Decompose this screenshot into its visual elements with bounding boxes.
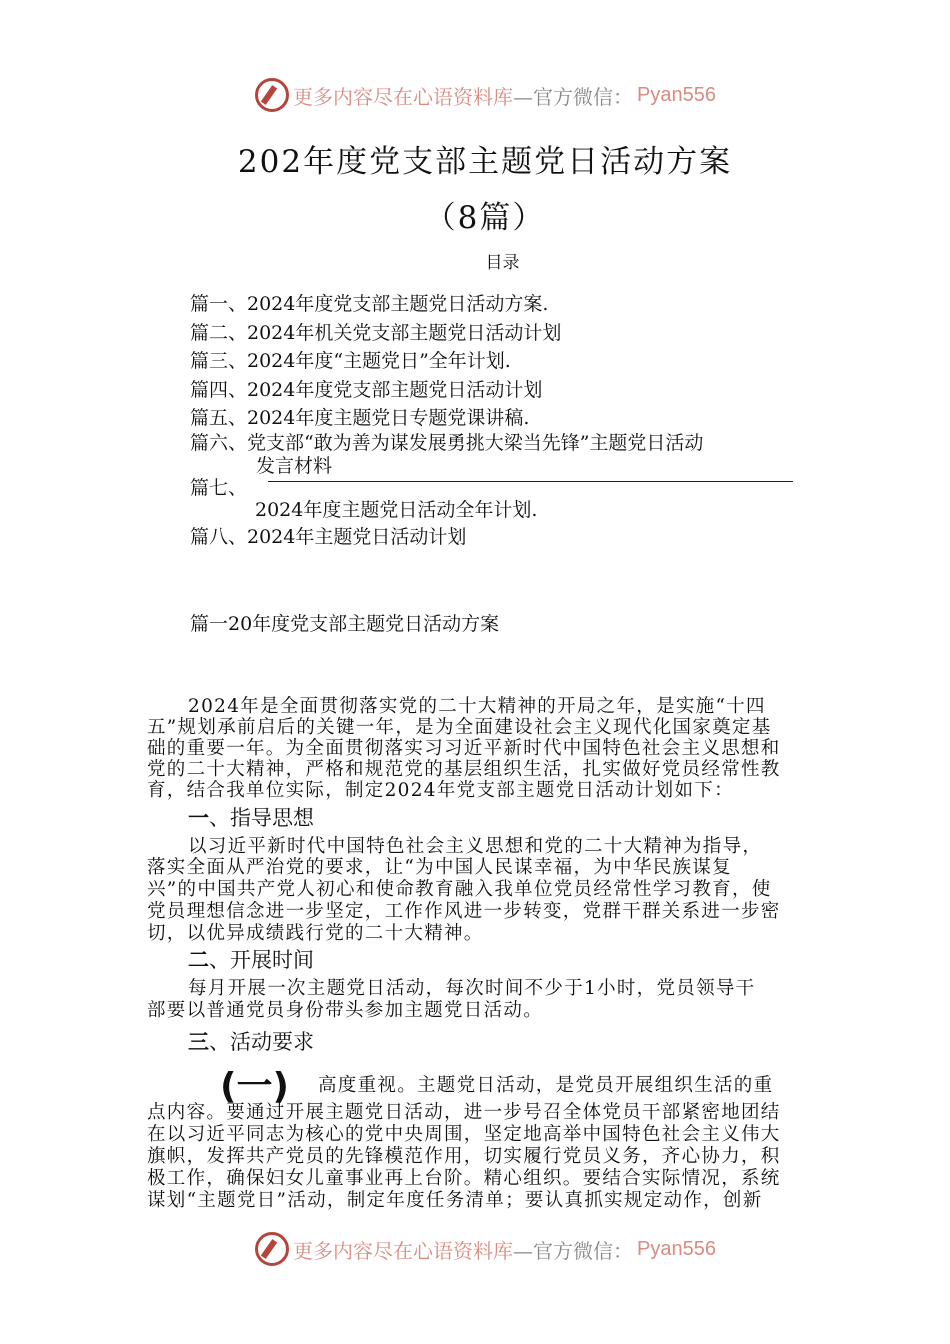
toc-item[interactable]: 篇一、2024年度党支部主题党日活动方案. — [190, 293, 549, 315]
body-line: 落实全面从严治党的要求，让“为中国人民谋幸福，为中华民族谋复 — [147, 857, 732, 878]
body-line: 础的重要一年。为全面贯彻落实习习近平新时代中国特色社会主义思想和 — [147, 738, 781, 759]
heading-1: 一、指导思想 — [188, 806, 314, 830]
body-line: 2024年是全面贯彻落实党的二十大精神的开局之年，是实施“十四 — [188, 696, 766, 717]
body-line: 每月开展一次主题党日活动，每次时间不少于1小时，党员领导干 — [188, 978, 756, 999]
toc-item[interactable]: 篇七、 — [190, 477, 248, 499]
watermark-id: Pyan556 — [637, 1237, 716, 1260]
pen-logo-icon — [255, 78, 289, 112]
body-line: 以习近平新时代中国特色社会主义思想和党的二十大精神为指导， — [188, 836, 763, 857]
toc-item[interactable]: 篇二、2024年机关党支部主题党日活动计划 — [190, 322, 562, 344]
body-line: 育，结合我单位实际，制定2024年党支部主题党日活动计划如下： — [147, 780, 734, 801]
watermark-sep: —官方微信： — [513, 1238, 633, 1263]
watermark-sep: —官方微信： — [513, 84, 633, 109]
body-line: 五”规划承前启后的关键一年，是为全面建设社会主义现代化国家奠定基 — [147, 717, 772, 738]
toc-heading: 目录 — [485, 253, 520, 273]
body-line: 点内容。要通过开展主题党日活动，进一步号召全体党员干部紧密地团结 — [147, 1102, 781, 1123]
watermark-bottom — [255, 1232, 716, 1266]
heading-2: 二、开展时间 — [188, 948, 314, 972]
body-line: 在以习近平同志为核心的党中央周围，坚定地高举中国特色社会主义伟大 — [147, 1124, 781, 1145]
doc-subtitle: （8篇） — [424, 200, 546, 236]
toc-item[interactable]: 篇三、2024年度“主题党日”全年计划. — [190, 350, 511, 372]
body-line: 高度重视。主题党日活动，是党员开展组织生活的重 — [318, 1075, 774, 1096]
toc-item[interactable]: 篇四、2024年度党支部主题党日活动计划 — [190, 379, 543, 401]
body-line: 党的二十大精神，严格和规范党的基层组织生活，扎实做好党员经常性教 — [147, 759, 781, 780]
toc-item[interactable]: 篇五、2024年度主题党日专题党课讲稿. — [190, 407, 530, 429]
toc-item-cont[interactable]: 2024年度主题党日活动全年计划. — [255, 499, 538, 521]
body-line: 旗帜，发挥共产党员的先锋模范作用，切实履行党员义务，齐心协力，积 — [147, 1146, 781, 1167]
watermark-top — [255, 78, 716, 112]
body-line: 部要以普通党员身份带头参加主题党日活动。 — [147, 1000, 544, 1021]
toc-item-cont[interactable]: 发言材料 — [256, 455, 333, 477]
watermark-text: 更多内容尽在心语资料库 — [293, 84, 513, 109]
toc-item[interactable]: 篇六、党支部“敢为善为谋发展勇挑大梁当先锋”主题党日活动 — [190, 432, 704, 454]
body-line: 党员理想信念进一步坚定，工作作风进一步转变，党群干群关系进一步密 — [147, 901, 781, 922]
watermark-text: 更多内容尽在心语资料库 — [293, 1238, 513, 1263]
body-line: 兴”的中国共产党人初心和使命教育融入我单位党员经常性学习教育，使 — [147, 879, 772, 900]
toc-item[interactable]: 篇八、2024年主题党日活动计划 — [190, 526, 467, 548]
section-title: 篇一20年度党支部主题党日活动方案 — [190, 613, 500, 635]
body-line: 极工作，确保妇女儿童事业再上台阶。精心组织。要结合实际情况，系统 — [147, 1168, 781, 1189]
heading-3: 三、活动要求 — [188, 1030, 314, 1054]
sub-number: (一) — [220, 1066, 289, 1107]
body-line: 切，以优异成绩践行党的二十大精神。 — [147, 923, 484, 944]
toc-rule — [268, 481, 793, 482]
watermark-id: Pyan556 — [637, 83, 716, 106]
doc-title: 202年度党支部主题党日活动方案 — [237, 144, 733, 180]
pen-logo-icon — [255, 1232, 289, 1266]
body-line: 谋划“主题党日”活动，制定年度任务清单；要认真抓实规定动作，创新 — [147, 1190, 763, 1211]
